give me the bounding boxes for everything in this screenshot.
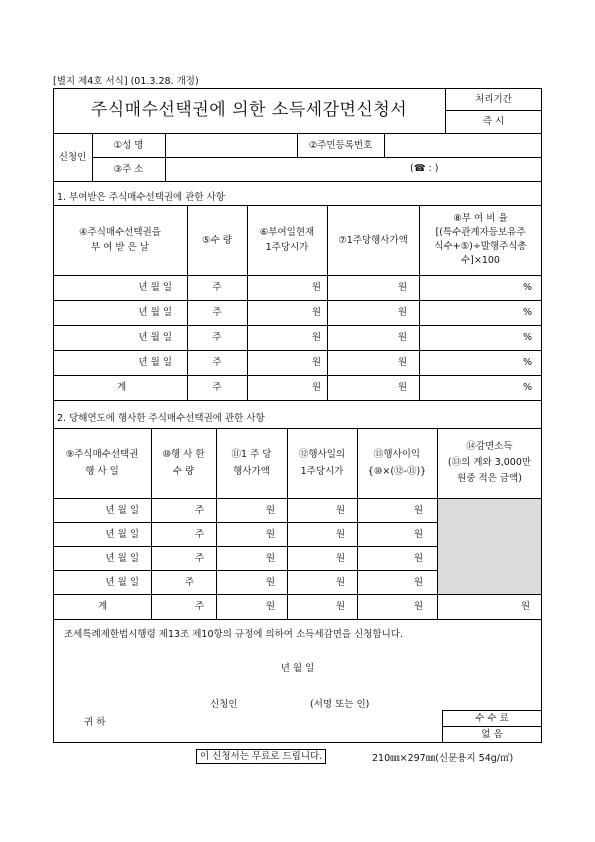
phone-field[interactable]: (☎ : ) (410, 163, 439, 174)
applicant-label: 신청인 (58, 151, 87, 163)
s1-header-grant-ratio: ⑧부 여 비 율 [(특수관계자등보유주 식수+⑤)÷발행주식총 수]×100 (434, 213, 527, 266)
s2-cell-market-price[interactable]: 원 (335, 552, 345, 564)
resident-number-field[interactable] (385, 134, 541, 156)
s2-cell-market-price[interactable]: 원 (335, 528, 345, 540)
s2-cell-profit[interactable]: 원 (413, 552, 423, 564)
s2-cell-date[interactable]: 년 월 일 (105, 504, 139, 516)
s1-cell-ratio[interactable]: % (522, 382, 532, 393)
s1-header-exercise-price: ⑦1주당행사가액 (338, 234, 408, 246)
s1-header-grant-date: ④주식매수선택권을 부 여 받 은 날 (79, 227, 161, 253)
s2-cell-profit[interactable]: 원 (413, 528, 423, 540)
s2-total-label: 계 (98, 601, 108, 612)
s2-cell-exempt-income[interactable]: 원 (520, 601, 530, 612)
s2-header-market-price: ⑫행사일의 1주당시가 (298, 449, 346, 477)
s2-cell-qty[interactable]: 주 (194, 552, 204, 564)
form-title: 주식매수선택권에 의한 소득세감면신청서 (90, 100, 408, 120)
signature-field[interactable]: (서명 또는 인) (310, 699, 370, 710)
s2-cell-qty[interactable]: 주 (194, 601, 204, 612)
application-date[interactable]: 년 월 일 (280, 663, 315, 674)
s1-cell-date[interactable]: 년 월 일 (138, 307, 172, 318)
processing-period-value: 즉 시 (482, 116, 505, 127)
s2-cell-date[interactable]: 년 월 일 (105, 576, 139, 588)
s1-cell-qty[interactable]: 주 (212, 357, 222, 368)
application-statement: 조세특례제한법시행령 제13조 제10항의 규정에 의하여 소득세감면을 신청합니다. (64, 629, 403, 640)
address-label: ③주 소 (113, 163, 144, 175)
form-number-note: [별지 제4호 서식] (01.3.28. 개정) (53, 76, 199, 87)
s2-cell-market-price[interactable]: 원 (335, 576, 345, 588)
address-field[interactable] (166, 158, 402, 180)
fee-label: 수 수 료 (475, 712, 509, 724)
s2-header-quantity: ⑩행 사 한 수 량 (162, 449, 205, 477)
section1-title: 1. 부여받은 주식매수선택권에 관한 사항 (57, 192, 225, 203)
s2-cell-exercise-price[interactable]: 원 (265, 576, 275, 588)
s1-header-market-price: ⑥부여일현재 1주당시가 (259, 227, 315, 253)
s1-cell-exercise[interactable]: 원 (397, 282, 407, 293)
paper-spec: 210㎜×297㎜(신문용지 54g/㎡) (372, 753, 514, 764)
s1-cell-ratio[interactable]: % (522, 282, 532, 293)
s1-cell-exercise[interactable]: 원 (397, 332, 407, 343)
fee-value: 없 음 (481, 729, 503, 740)
s1-cell-price[interactable]: 원 (311, 307, 321, 318)
s2-header-exercise-price: ⑪1 주 당 행사가액 (231, 449, 272, 477)
s1-cell-qty[interactable]: 주 (212, 382, 222, 393)
s1-cell-exercise[interactable]: 원 (397, 307, 407, 318)
section2-title: 2. 당해연도에 행사한 주식매수선택권에 관한 사항 (57, 413, 265, 424)
s2-cell-profit[interactable]: 원 (413, 576, 423, 588)
s1-cell-date[interactable]: 년 월 일 (138, 357, 172, 368)
signature-label: 신청인 (210, 699, 238, 710)
s1-total-label: 계 (117, 382, 127, 393)
s1-cell-price[interactable]: 원 (311, 332, 321, 343)
s1-cell-date[interactable]: 년 월 일 (138, 332, 172, 343)
s2-cell-date[interactable]: 년 월 일 (105, 528, 139, 540)
s2-cell-exercise-price[interactable]: 원 (265, 528, 275, 540)
s1-cell-price[interactable]: 원 (311, 382, 321, 393)
resident-number-label: ②주민등록번호 (308, 139, 373, 151)
s2-header-exempt-income: ⑭감면소득 (⑬의 계와 3,000만 원중 적은 금액) (447, 441, 532, 484)
s2-header-exercise-date: ⑨주식매수선택권 행 사 일 (65, 449, 139, 477)
free-distribution-note: 이 신청서는 무료로 드립니다. (196, 749, 326, 764)
s1-cell-ratio[interactable]: % (522, 332, 532, 343)
recipient-label: 귀 하 (84, 717, 106, 728)
s1-cell-date[interactable]: 년 월 일 (138, 282, 172, 293)
s1-cell-ratio[interactable]: % (522, 357, 532, 368)
s2-cell-qty[interactable]: 주 (194, 504, 204, 516)
s1-cell-qty[interactable]: 주 (212, 282, 222, 293)
s1-header-quantity: ⑤수 량 (202, 234, 232, 246)
s2-cell-qty[interactable]: 주 (194, 528, 204, 540)
name-field[interactable] (166, 134, 296, 156)
s1-cell-price[interactable]: 원 (311, 282, 321, 293)
s1-cell-price[interactable]: 원 (311, 357, 321, 368)
s2-cell-date[interactable]: 년 월 일 (105, 552, 139, 564)
s2-header-exercise-profit: ⑬행사이익 {⑩×(⑫-⑪)} (367, 449, 427, 477)
s1-cell-qty[interactable]: 주 (212, 307, 222, 318)
s1-cell-qty[interactable]: 주 (212, 332, 222, 343)
name-label: ①성 명 (113, 139, 144, 151)
s2-cell-profit[interactable]: 원 (413, 504, 423, 516)
s1-cell-exercise[interactable]: 원 (397, 382, 407, 393)
exempt-income-shaded-area (438, 499, 541, 594)
s2-cell-qty[interactable]: 주 (184, 576, 194, 588)
s1-cell-exercise[interactable]: 원 (397, 357, 407, 368)
s2-cell-exercise-price[interactable]: 원 (265, 552, 275, 564)
processing-period-label: 처리기간 (475, 93, 512, 105)
s2-cell-profit[interactable]: 원 (413, 601, 423, 612)
s2-cell-market-price[interactable]: 원 (335, 601, 345, 612)
s1-cell-ratio[interactable]: % (522, 307, 532, 318)
s2-cell-exercise-price[interactable]: 원 (265, 504, 275, 516)
s2-cell-market-price[interactable]: 원 (335, 504, 345, 516)
s2-cell-exercise-price[interactable]: 원 (265, 601, 275, 612)
